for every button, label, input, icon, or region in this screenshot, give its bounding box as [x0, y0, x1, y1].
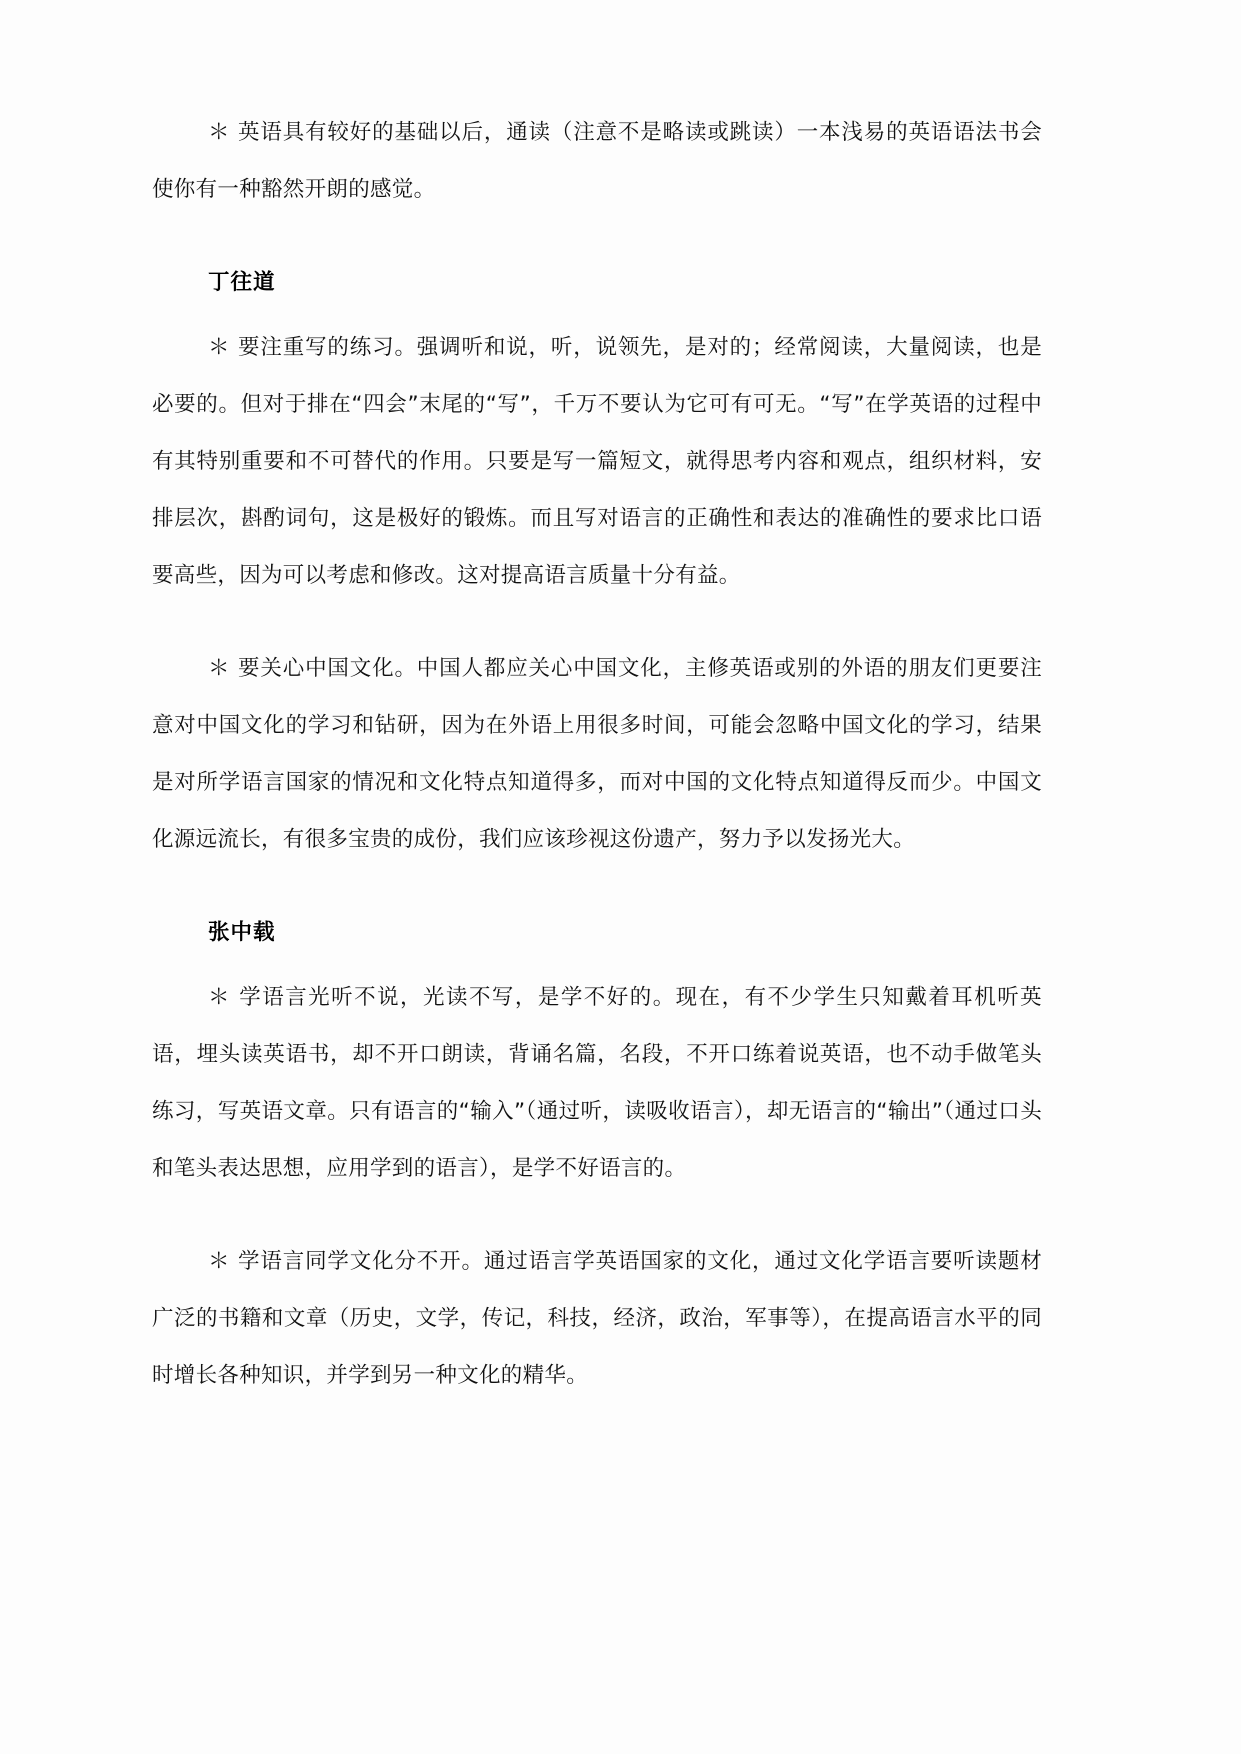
- heading-zhang-zhongzai: 张中载: [208, 920, 276, 945]
- spacer: [152, 1223, 1042, 1233]
- heading-ding-wangdao: 丁往道: [208, 270, 276, 295]
- spacer: [152, 244, 1042, 254]
- paragraph-chinese-culture: ＊ 要关心中国文化。中国人都应关心中国文化，主修英语或别的外语的朋友们更要注意对中国文化的学习和钻研，因为在外语上用很多时间，可能会忽略中国文化的学习，结果是对所学语言国家的情况和文化特点知道得多，而对中国的文化特点知道得反而少。中国文化源远流长，有很多宝贵的成份，我们应该珍视这份遗产，努力予以发扬光大。: [152, 656, 1042, 852]
- spacer: [152, 630, 1042, 640]
- paragraph-listen-speak-read-write: ＊ 学语言光听不说，光读不写，是学不好的。现在，有不少学生只知戴着耳机听英语，埋头读英语书，却不开口朗读，背诵名篇，名段，不开口练着说英语，也不动手做笔头练习，写英语文章。只有语言的“输入”（通过听，读吸收语言），却无语言的“输出”（通过口头和笔头表达思想，应用学到的语言），是学不好语言的。: [152, 985, 1042, 1181]
- paragraph-english-grammar-book: ＊ 英语具有较好的基础以后，通读（注意不是略读或跳读）一本浅易的英语语法书会使你有一种豁然开朗的感觉。: [152, 120, 1042, 202]
- document-body: [152, 104, 1042, 1430]
- spacer: [152, 894, 1042, 904]
- paragraph-language-and-culture: ＊ 学语言同学文化分不开。通过语言学英语国家的文化，通过文化学语言要听读题材广泛的书籍和文章（历史，文学，传记，科技，经济，政治，军事等），在提高语言水平的同时增长各种知识，并学到另一种文化的精华。: [152, 1249, 1042, 1388]
- paragraph-emphasize-writing: ＊ 要注重写的练习。强调听和说，听，说领先，是对的；经常阅读，大量阅读，也是必要的。但对于排在“四会”末尾的“写”，千万不要认为它可有可无。“写”在学英语的过程中有其特别重要和不可替代的作用。只要是写一篇短文，就得思考内容和观点，组织材料，安排层次，斟酌词句，这是极好的锻炼。而且写对语言的正确性和表达的准确性的要求比口语要高些，因为可以考虑和修改。这对提高语言质量十分有益。: [152, 335, 1042, 588]
